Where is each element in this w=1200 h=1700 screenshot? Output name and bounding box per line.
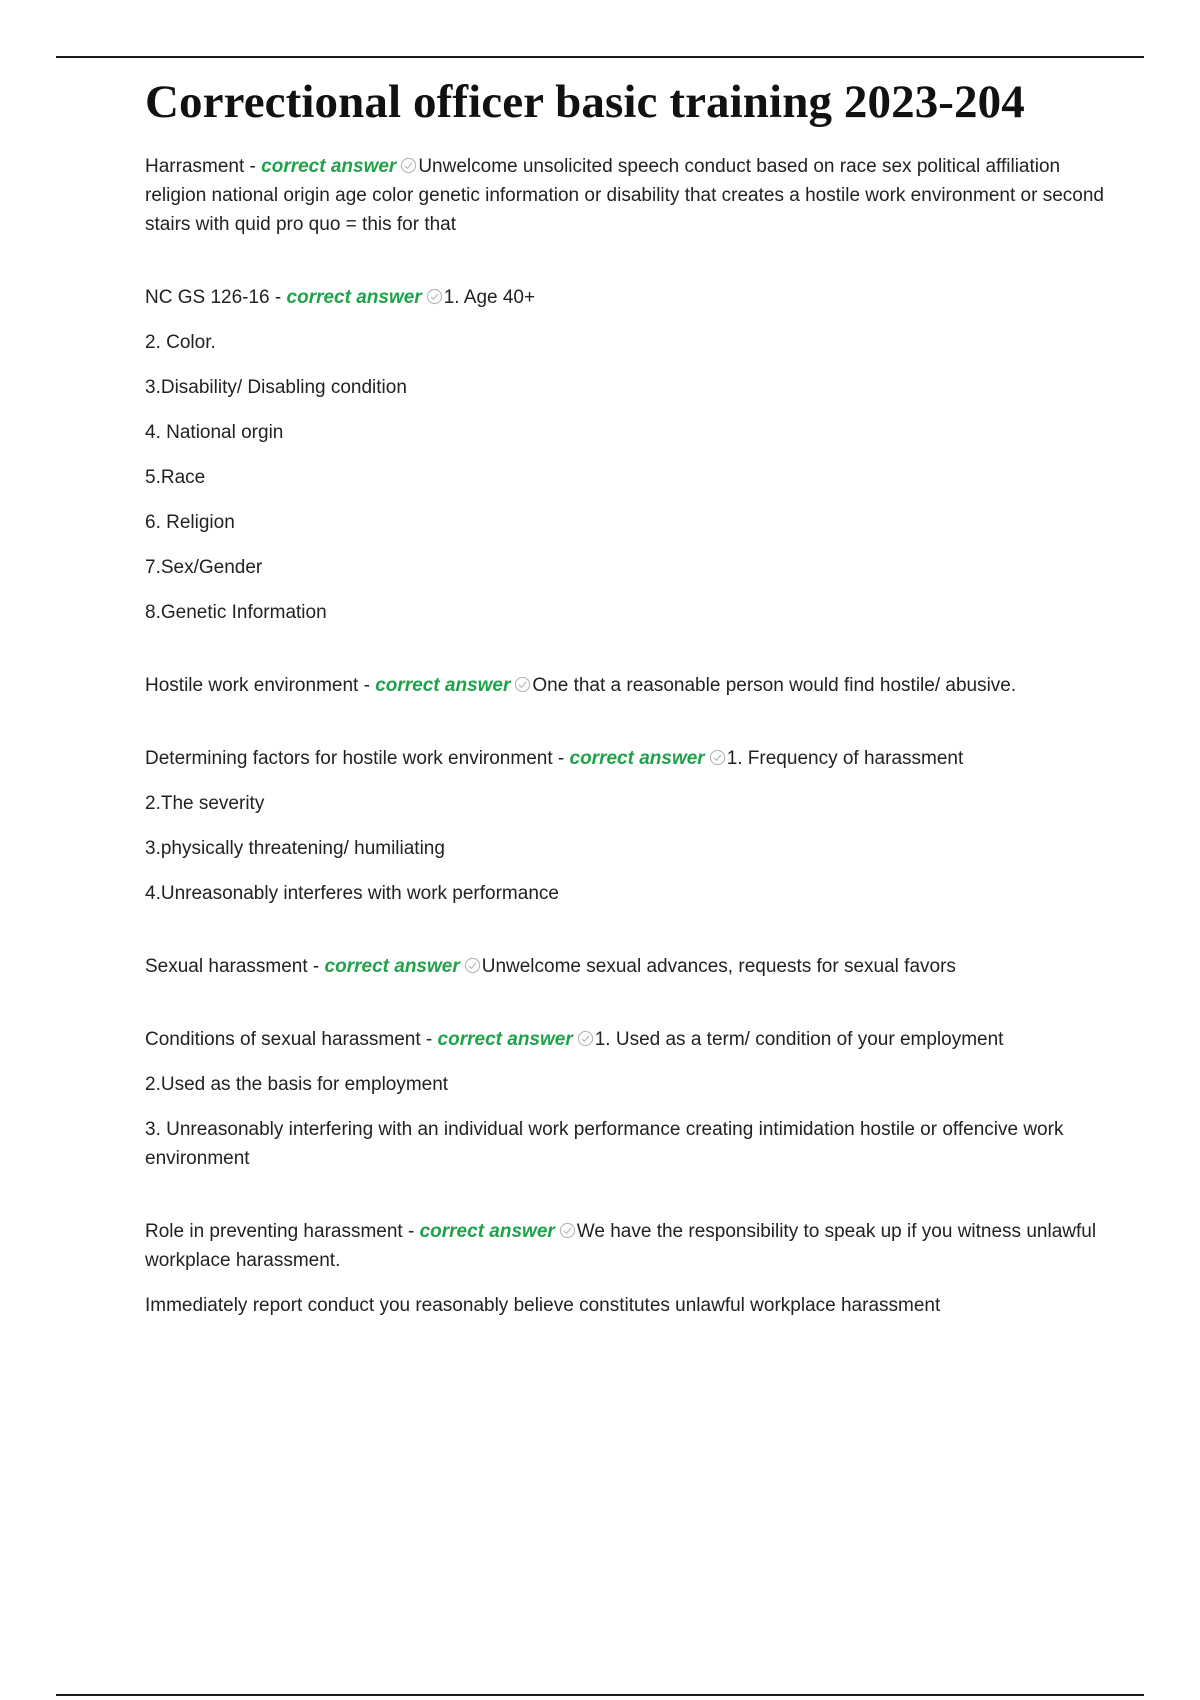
answer-line: 4. National orgin: [145, 422, 284, 443]
bottom-rule: [56, 1694, 1144, 1696]
answer-text: Unwelcome unsolicited speech conduct based on race sex political affiliation religion national origin age color genetic information or disability that creates a hostile work environment or second stairs with quid pro quo = this for that: [145, 156, 1104, 235]
entry-first-line: [145, 283, 1105, 312]
correct-answer-label: correct answer: [286, 287, 422, 308]
top-rule: [56, 56, 1144, 58]
answer-line: 3.Disability/ Disabling condition: [145, 377, 407, 398]
separator: -: [402, 1221, 420, 1242]
entry-first-line: [145, 952, 1105, 981]
check-circle-icon: [577, 1027, 594, 1044]
check-circle-icon: [709, 746, 726, 763]
correct-answer-label: correct answer: [375, 675, 511, 696]
answer-line: Immediately report conduct you reasonably believe constitutes unlawful workplace harassment: [145, 1295, 941, 1316]
entry-first-line: [145, 152, 1105, 239]
entry: [145, 952, 1105, 981]
answer-line: 5.Race: [145, 467, 206, 488]
entry: [145, 283, 1105, 627]
answer-text: One that a reasonable person would find hostile/ abusive.: [532, 675, 1017, 696]
entry-first-line: [145, 671, 1105, 700]
entry-term: Hostile work environment: [145, 675, 359, 696]
separator: -: [269, 287, 287, 308]
entry-term: Role in preventing harassment: [145, 1221, 403, 1242]
entry-list: [145, 152, 1105, 1320]
answer-line: 4.Unreasonably interferes with work performance: [145, 883, 559, 904]
entry-term: Sexual harassment: [145, 956, 308, 977]
entry-first-line: [145, 1025, 1105, 1054]
answer-text: 1. Used as a term/ condition of your employment: [594, 1029, 1004, 1050]
correct-answer-label: correct answer: [261, 156, 397, 177]
answer-line: 3.physically threatening/ humiliating: [145, 838, 445, 859]
entry: [145, 671, 1105, 700]
check-circle-icon: [400, 154, 417, 171]
entry-term: Conditions of sexual harassment: [145, 1029, 421, 1050]
check-circle-icon: [464, 954, 481, 971]
document-page: [145, 72, 1105, 1364]
answer-text: Unwelcome sexual advances, requests for sexual favors: [481, 956, 956, 977]
entry: [145, 744, 1105, 908]
separator: -: [358, 675, 376, 696]
entry-first-line: [145, 1217, 1105, 1275]
correct-answer-label: correct answer: [569, 748, 705, 769]
separator: -: [307, 956, 325, 977]
answer-text: 1. Age 40+: [443, 287, 536, 308]
answer-line: 2.Used as the basis for employment: [145, 1074, 449, 1095]
check-circle-icon: [559, 1219, 576, 1236]
entry-term: NC GS 126-16: [145, 287, 270, 308]
answer-text: We have the responsibility to speak up if you witness unlawful workplace harassment.: [145, 1221, 1097, 1271]
answer-line: 3. Unreasonably interfering with an individual work performance creating intimidation hostile or offencive work environment: [145, 1119, 1064, 1169]
entry: [145, 1025, 1105, 1173]
separator: -: [244, 156, 262, 177]
entry-term: Harrasment: [145, 156, 245, 177]
check-circle-icon: [514, 673, 531, 690]
answer-line: 7.Sex/Gender: [145, 557, 263, 578]
answer-line: 2. Color.: [145, 332, 216, 353]
correct-answer-label: correct answer: [324, 956, 460, 977]
entry-first-line: [145, 744, 1105, 773]
separator: -: [552, 748, 570, 769]
entry-term: Determining factors for hostile work environment: [145, 748, 553, 769]
answer-text: 1. Frequency of harassment: [726, 748, 964, 769]
document-title: Correctional officer basic training 2023-204: [145, 76, 1025, 128]
check-circle-icon: [426, 285, 443, 302]
correct-answer-label: correct answer: [437, 1029, 573, 1050]
answer-line: 6. Religion: [145, 512, 235, 533]
entry: [145, 152, 1105, 239]
correct-answer-label: correct answer: [419, 1221, 555, 1242]
entry: [145, 1217, 1105, 1320]
answer-line: 8.Genetic Information: [145, 602, 327, 623]
separator: -: [420, 1029, 438, 1050]
answer-line: 2.The severity: [145, 793, 265, 814]
